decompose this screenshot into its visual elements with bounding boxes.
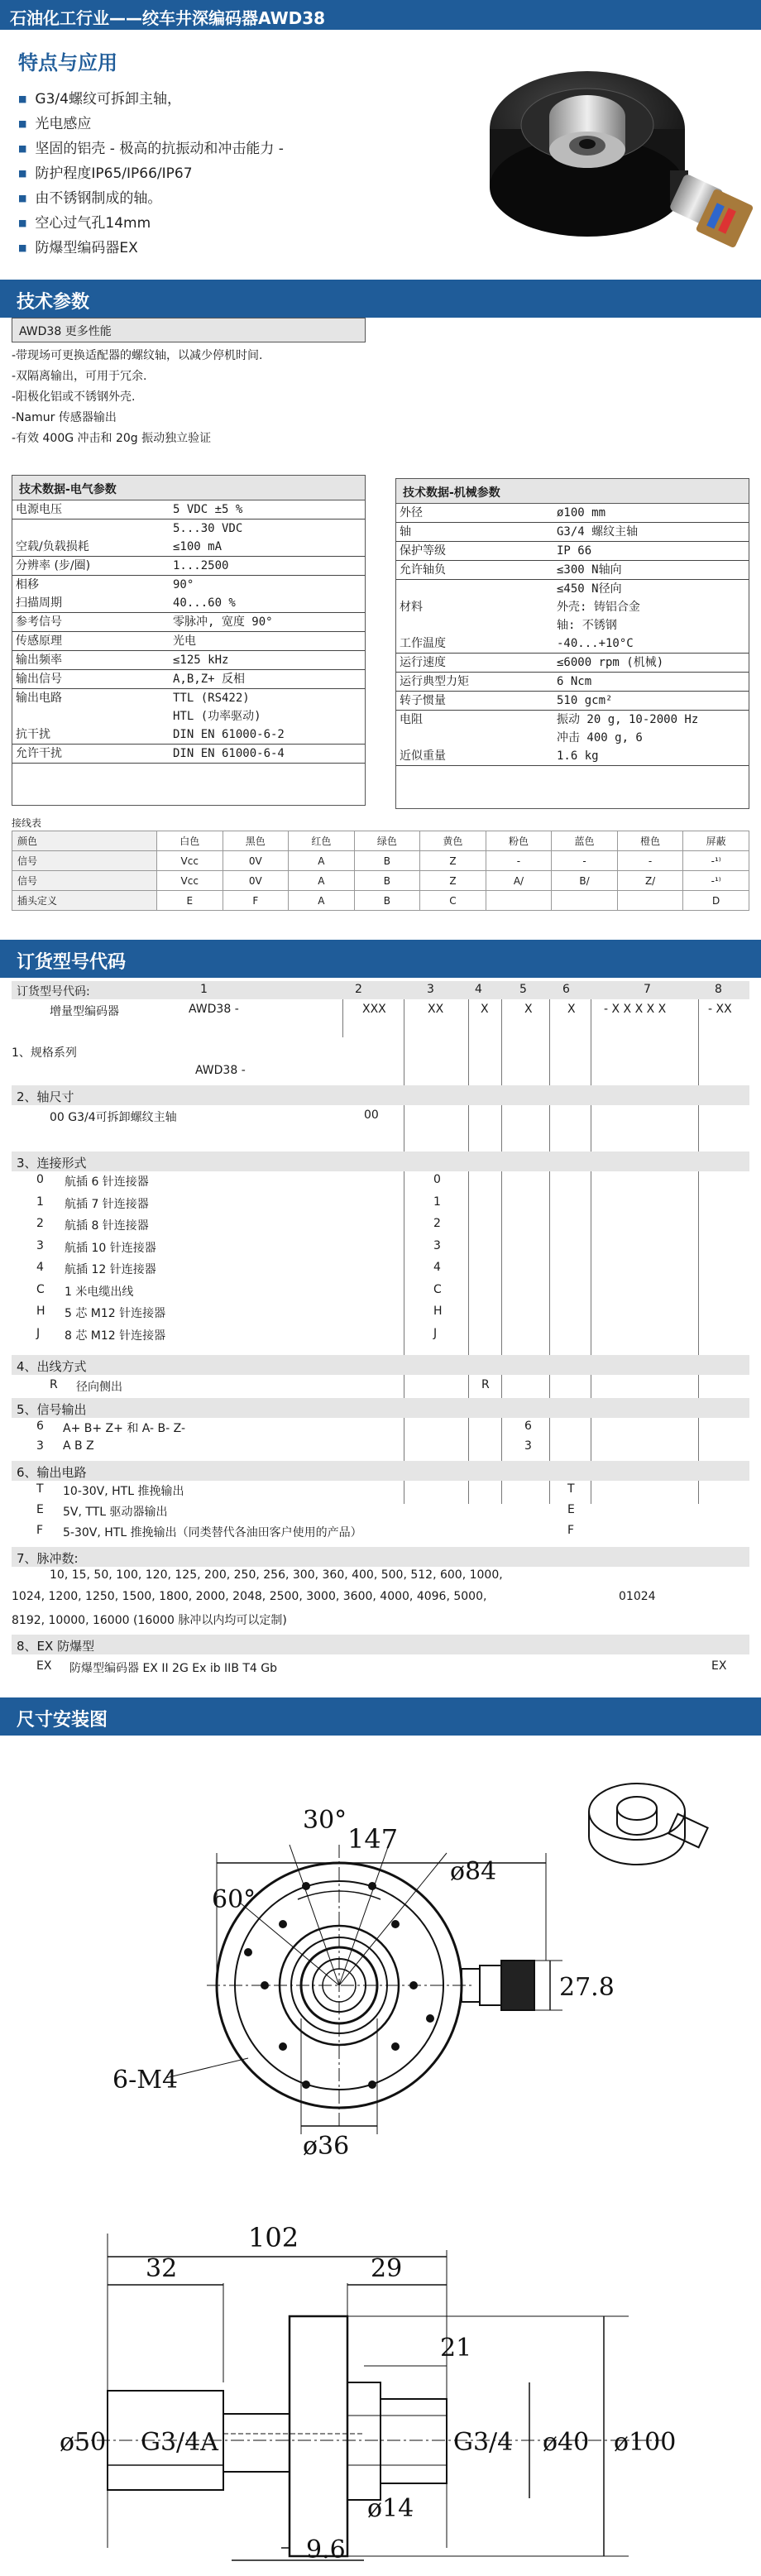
table-cell: 粉色	[486, 831, 552, 851]
spec-value: ≤300 N轴向	[553, 561, 749, 580]
order-item-text: 5-30V, HTL 推挽输出（同类替代各油田客户使用的产品）	[63, 1526, 362, 1539]
spec-row	[12, 725, 365, 745]
table-cell: -	[486, 851, 552, 871]
list-item: ■ 光电感应	[18, 113, 284, 137]
spec-key: 允许干扰	[12, 745, 170, 764]
spec-row	[396, 747, 749, 766]
order-g2-val: 00	[364, 1108, 379, 1122]
order-item-code: 0	[36, 1173, 44, 1186]
dim-d14: ø14	[367, 2494, 414, 2523]
spec-key	[396, 616, 553, 634]
spec-row	[396, 542, 749, 561]
spec-value: 冲击 400 g, 6	[557, 731, 643, 745]
list-item: -带现场可更换适配器的螺纹轴，以减少停机时间.	[12, 349, 263, 362]
order-item-code: 2	[36, 1217, 44, 1230]
dim-d50: ø50	[60, 2428, 107, 2457]
spec-key: 参考信号	[12, 613, 170, 632]
spec-key: 电源电压	[12, 500, 170, 520]
table-cell	[552, 891, 618, 911]
dim-g34a: G3/4A	[141, 2428, 218, 2457]
order-item-val: 3	[433, 1238, 441, 1252]
order-item-val: T	[567, 1482, 575, 1496]
order-item-val: E	[567, 1503, 575, 1516]
spec-value: 1.6 kg	[553, 747, 749, 766]
spec-row	[12, 538, 365, 557]
order-item-code: H	[36, 1305, 45, 1318]
order-item-code: 4	[36, 1261, 44, 1274]
order-g8-val: EX	[711, 1659, 727, 1673]
spec-key: 运行典型力矩	[396, 673, 553, 692]
table-cell: -¹⁾	[683, 851, 749, 871]
spec-row	[396, 504, 749, 523]
spec-key: 转子惯量	[396, 692, 553, 711]
electrical-spec-table	[12, 500, 365, 764]
spec-key: 材料	[400, 601, 423, 614]
spec-value: 5 VDC ±5 %	[170, 500, 365, 520]
spec-value: 90°	[173, 578, 194, 591]
table-cell: 0V	[223, 871, 289, 891]
table-cell: 黄色	[420, 831, 486, 851]
col-number: 7	[644, 983, 651, 996]
spec-value: G3/4 螺纹主轴	[553, 523, 749, 542]
list-item: ■ 防爆型编码器EX	[18, 237, 284, 261]
dim-29: 29	[371, 2254, 403, 2283]
spec-key: 运行速度	[396, 654, 553, 673]
spec-row	[12, 707, 365, 725]
spec-row	[396, 692, 749, 711]
order-group-title: 1、规格系列	[12, 1046, 77, 1060]
table-cell: -	[552, 851, 618, 871]
table-cell: -	[617, 851, 683, 871]
spec-value: A,B,Z+ 反相	[170, 670, 365, 689]
order-g7-line: 10, 15, 50, 100, 120, 125, 200, 250, 256, 300, 360, 400, 500, 512, 600, 1000,	[50, 1568, 503, 1582]
order-group-title: 7、脉冲数:	[12, 1547, 749, 1567]
spec-row	[396, 634, 749, 654]
more-performance-list	[12, 346, 263, 449]
order-item-val: 0	[433, 1173, 441, 1186]
dim-9-6: 9.6	[306, 2535, 346, 2564]
spec-key: 扫描周期	[12, 594, 170, 613]
spec-value: DIN EN 61000-6-2	[170, 725, 365, 745]
dim-102: 102	[248, 2222, 299, 2253]
order-item-text: 航插 7 针连接器	[65, 1197, 149, 1211]
dimension-drawing	[0, 1737, 761, 2564]
table-row	[12, 871, 749, 891]
list-item: ■ 防护程度IP65/IP66/IP67	[18, 162, 284, 187]
list-item: -双隔离输出，可用于冗余.	[12, 370, 147, 383]
order-item-text: 航插 10 针连接器	[65, 1241, 156, 1255]
spec-row	[12, 670, 365, 689]
order-item-code: 3	[36, 1439, 44, 1453]
features-title: 特点与应用	[18, 51, 117, 74]
order-header-label: 订货型号代码:	[17, 985, 90, 998]
spec-value: 40...60 %	[170, 594, 365, 613]
col-number: 2	[355, 983, 362, 996]
table-cell: A	[289, 871, 355, 891]
list-item: -Namur 传感器输出	[12, 411, 117, 424]
features-list	[18, 88, 284, 261]
example-code: AWD38 -	[189, 1003, 239, 1016]
more-performance-title: AWD38 更多性能	[12, 318, 366, 342]
example-c3: XX	[428, 1003, 444, 1016]
spec-row	[396, 598, 749, 616]
order-item-val: 6	[524, 1420, 532, 1433]
dim-30deg: 30°	[303, 1806, 347, 1835]
example-c8: - XX	[708, 1003, 732, 1016]
spec-key	[12, 520, 170, 539]
table-row	[12, 831, 749, 851]
list-item: ■ 空心过气孔14mm	[18, 212, 284, 237]
table-cell: A	[289, 851, 355, 871]
spec-row	[396, 616, 749, 634]
encoder-thumbnail	[589, 1784, 708, 1865]
spec-key: 外径	[396, 504, 553, 523]
order-item-text: 1 米电缆出线	[65, 1285, 134, 1299]
order-item-code: J	[36, 1326, 41, 1340]
spec-row	[12, 594, 365, 613]
spec-row	[396, 729, 749, 747]
table-cell: 插头定义	[12, 891, 157, 911]
encoder-photo	[463, 38, 761, 270]
order-group-title: 6、输出电路	[12, 1461, 749, 1481]
table-cell: B	[354, 851, 420, 871]
spec-value: 5...30 VDC	[173, 522, 243, 535]
order-item-text: 航插 12 针连接器	[65, 1263, 156, 1276]
table-cell: Z	[420, 871, 486, 891]
spec-row	[12, 632, 365, 651]
order-g7-line: 1024, 1200, 1250, 1500, 1800, 2000, 2048, 2500, 3000, 3600, 4000, 4096, 5000,	[12, 1590, 487, 1603]
table-cell: A	[289, 891, 355, 911]
spec-key: 轴	[396, 523, 553, 542]
spec-row	[396, 673, 749, 692]
table-cell: Z/	[617, 871, 683, 891]
spec-value: 振动 20 g, 10-2000 Hz	[557, 713, 699, 726]
order-g8-code: EX	[36, 1659, 52, 1673]
spec-row	[12, 500, 365, 520]
table-cell: -¹⁾	[683, 871, 749, 891]
dim-32: 32	[146, 2254, 178, 2283]
order-group-title: 5、信号输出	[12, 1398, 749, 1418]
spec-value: 510 gcm²	[553, 692, 749, 711]
spec-value: ≤125 kHz	[170, 651, 365, 670]
table-cell: C	[420, 891, 486, 911]
table-cell: 0V	[223, 851, 289, 871]
spec-value: ≤450 N径向	[557, 582, 622, 596]
list-item: -阳极化铝或不锈钢外壳.	[12, 390, 136, 404]
table-cell: 橙色	[617, 831, 683, 851]
spec-value: 外壳: 铸铝合金	[557, 601, 640, 614]
order-item-text: 8 芯 M12 针连接器	[65, 1329, 166, 1343]
order-example-row	[12, 1003, 749, 1019]
order-code-table	[12, 981, 749, 1684]
spec-key: 分辨率 (步/圈)	[12, 557, 170, 576]
spec-row	[12, 520, 365, 539]
order-g7-val: 01024	[619, 1590, 656, 1603]
table-cell: D	[683, 891, 749, 911]
spec-key: 输出频率	[12, 651, 170, 670]
order-g1-code: AWD38 -	[195, 1064, 246, 1077]
spec-row	[396, 561, 749, 580]
spec-value: -40...+10°C	[553, 634, 749, 654]
order-item-val: 1	[433, 1195, 441, 1209]
spec-row	[12, 613, 365, 632]
list-item: ■ 坚固的铝壳 - 极高的抗振动和冲击能力 -	[18, 137, 284, 162]
col-number: 1	[200, 983, 208, 996]
order-item-val: C	[433, 1282, 442, 1296]
order-item-text: 10-30V, HTL 推挽输出	[63, 1485, 184, 1498]
order-item-val: 4	[433, 1261, 441, 1274]
table-cell: 红色	[289, 831, 355, 851]
table-cell: Vcc	[156, 851, 223, 871]
section-title: 订货型号代码	[17, 952, 127, 973]
table-cell: 蓝色	[552, 831, 618, 851]
order-header-row	[12, 981, 749, 999]
spec-value: 光电	[170, 632, 365, 651]
order-g4-val: R	[481, 1378, 490, 1391]
order-g4-code: R	[50, 1378, 58, 1391]
electrical-spec-box	[12, 475, 366, 806]
order-group-title: 3、连接形式	[12, 1152, 749, 1171]
mechanical-spec-box	[395, 478, 749, 809]
table-cell: B	[354, 891, 420, 911]
order-item-code: 1	[36, 1195, 44, 1209]
order-item-text: 航插 8 针连接器	[65, 1219, 149, 1233]
section-title: 尺寸安装图	[17, 1710, 108, 1731]
table-cell: B/	[552, 871, 618, 891]
spec-value: IP 66	[553, 542, 749, 561]
header-bar	[0, 0, 761, 30]
electrical-spec-title: 技术数据-电气参数	[12, 476, 365, 500]
table-cell	[617, 891, 683, 911]
order-item-text: 5 芯 M12 针连接器	[65, 1307, 166, 1320]
col-number: 6	[562, 983, 570, 996]
table-cell: 白色	[156, 831, 223, 851]
spec-row	[12, 651, 365, 670]
dim-d100: ø100	[614, 2428, 677, 2457]
table-cell: A/	[486, 871, 552, 891]
table-cell: B	[354, 871, 420, 891]
spec-key: 传感原理	[12, 632, 170, 651]
example-c4: X	[481, 1003, 489, 1016]
spec-key: 输出信号	[12, 670, 170, 689]
dim-147: 147	[347, 1823, 399, 1855]
spec-value: ≤6000 rpm (机械)	[553, 654, 749, 673]
order-item-code: F	[36, 1524, 44, 1537]
spec-key	[12, 707, 170, 725]
mechanical-spec-table	[396, 504, 749, 766]
order-g4-text: 径向侧出	[76, 1381, 122, 1394]
table-row	[12, 851, 749, 871]
table-cell: 信号	[12, 851, 157, 871]
spec-value: ≤100 mA	[170, 538, 365, 557]
order-item-code: 3	[36, 1238, 44, 1252]
spec-row	[396, 654, 749, 673]
order-item-val: 3	[524, 1439, 532, 1453]
dim-6-m4: 6-M4	[112, 2066, 179, 2095]
example-c5: X	[524, 1003, 533, 1016]
order-g7-line: 8192, 10000, 16000 (16000 脉冲以内均可以定制)	[12, 1614, 287, 1627]
spec-row	[12, 689, 365, 708]
spec-key: 近似重量	[396, 747, 553, 766]
spec-key: 抗干扰	[12, 725, 170, 745]
spec-key: 电阻	[400, 713, 423, 726]
order-item-text: 航插 6 针连接器	[65, 1175, 149, 1189]
col-number: 4	[475, 983, 482, 996]
wiring-table	[12, 831, 749, 911]
order-item-val: H	[433, 1305, 443, 1318]
spec-value: 6 Ncm	[553, 673, 749, 692]
example-name: 增量型编码器	[50, 1005, 119, 1018]
dim-21: 21	[440, 2334, 472, 2363]
col-number: 5	[519, 983, 527, 996]
section-title: 技术参数	[17, 292, 90, 313]
spec-row	[12, 576, 365, 595]
page-title: 石油化工行业——绞车井深编码器AWD38	[10, 8, 326, 28]
spec-key: 工作温度	[396, 634, 553, 654]
spec-row	[12, 557, 365, 576]
dim-d84: ø84	[450, 1857, 497, 1886]
list-item: -有效 400G 冲击和 20g 振动独立验证	[12, 432, 212, 445]
spec-value: HTL (功率驱动)	[173, 710, 261, 723]
spec-row	[12, 745, 365, 764]
list-item: ■ 由不锈钢制成的轴。	[18, 187, 284, 212]
spec-row	[396, 580, 749, 599]
spec-key: 允许轴负	[396, 561, 553, 580]
spec-value: DIN EN 61000-6-4	[170, 745, 365, 764]
order-item-code: T	[36, 1482, 44, 1496]
order-item-val: J	[433, 1326, 438, 1340]
wiring-title: 接线表	[12, 817, 42, 829]
order-g2-line: 00 G3/4可拆卸螺纹主轴	[50, 1111, 177, 1124]
order-item-code: 6	[36, 1420, 44, 1433]
order-item-text: A+ B+ Z+ 和 A- B- Z-	[63, 1422, 186, 1435]
section-ordering	[0, 940, 761, 978]
table-row	[12, 891, 749, 911]
spec-key: 空载/负载损耗	[12, 538, 170, 557]
spec-key: 输出电路	[16, 692, 62, 705]
order-group-title: 2、轴尺寸	[12, 1085, 749, 1105]
spec-value: TTL (RS422)	[173, 692, 250, 705]
section-dimensions	[0, 1697, 761, 1736]
col-number: 8	[715, 983, 722, 996]
spec-value: 轴: 不锈钢	[557, 619, 617, 632]
order-item-val: F	[567, 1524, 575, 1537]
table-cell: 黑色	[223, 831, 289, 851]
table-cell: F	[223, 891, 289, 911]
dim-g34: G3/4	[453, 2428, 514, 2457]
section-tech	[0, 280, 761, 318]
col-number: 3	[427, 983, 434, 996]
order-group-title: 4、出线方式	[12, 1355, 749, 1375]
spec-key	[396, 580, 553, 599]
table-cell: Z	[420, 851, 486, 871]
order-group-title: 8、EX 防爆型	[12, 1635, 749, 1654]
spec-row	[396, 711, 749, 730]
table-cell: 屏蔽	[683, 831, 749, 851]
table-cell	[486, 891, 552, 911]
spec-key: 保护等级	[396, 542, 553, 561]
order-item-code: C	[36, 1282, 45, 1296]
table-cell: 颜色	[12, 831, 157, 851]
list-item: ■ G3/4螺纹可拆卸主轴，	[18, 88, 284, 113]
spec-value: 1...2500	[170, 557, 365, 576]
dim-d40: ø40	[543, 2428, 590, 2457]
table-cell: Vcc	[156, 871, 223, 891]
dim-27-8: 27.8	[559, 1973, 615, 2002]
table-cell: 信号	[12, 871, 157, 891]
example-c7: - X X X X X	[604, 1003, 667, 1016]
spec-key: 相移	[16, 578, 39, 591]
table-cell: E	[156, 891, 223, 911]
dim-d36: ø36	[303, 2132, 350, 2161]
mechanical-spec-title: 技术数据-机械参数	[396, 479, 749, 504]
order-item-val: 2	[433, 1217, 441, 1230]
table-cell: 绿色	[354, 831, 420, 851]
dim-60deg: 60°	[212, 1885, 256, 1914]
order-item-code: E	[36, 1503, 44, 1516]
order-g8-text: 防爆型编码器 EX II 2G Ex ib IIB T4 Gb	[69, 1662, 278, 1675]
order-item-text: A B Z	[63, 1439, 94, 1453]
example-c6: X	[567, 1003, 576, 1016]
example-c2: XXX	[362, 1003, 386, 1016]
order-item-text: 5V, TTL 驱动器输出	[63, 1506, 168, 1519]
spec-row	[396, 523, 749, 542]
spec-key	[396, 729, 553, 747]
spec-value: 零脉冲, 宽度 90°	[170, 613, 365, 632]
spec-value: ø100 mm	[553, 504, 749, 523]
